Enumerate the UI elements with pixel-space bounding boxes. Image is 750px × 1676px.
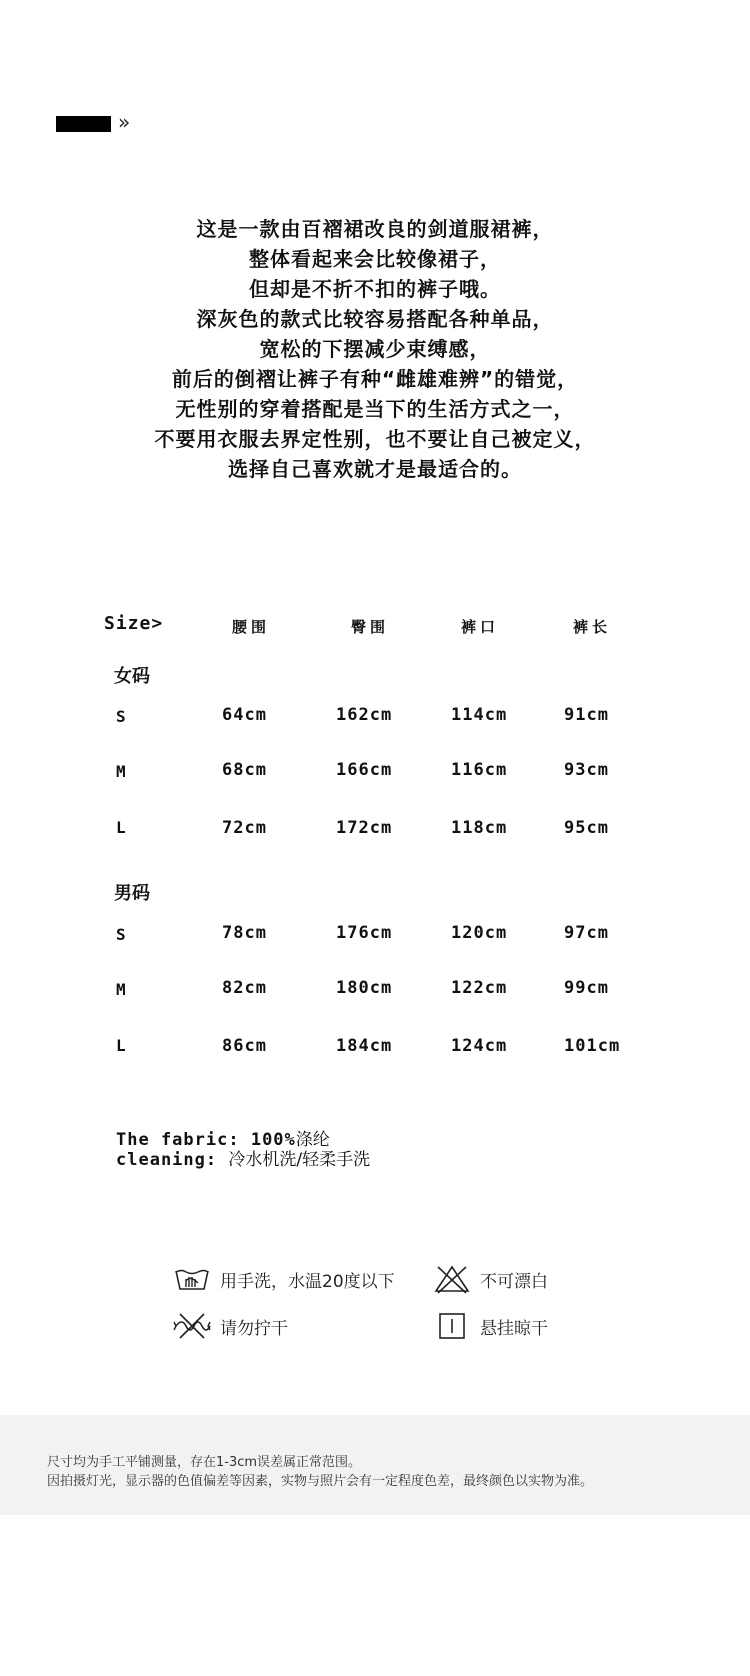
size-cell: 93cm — [564, 760, 609, 780]
size-cell: 118cm — [451, 818, 508, 838]
description-line: 不要用衣服去界定性别，也不要让自己被定义， — [154, 427, 596, 451]
fabric-info — [116, 1130, 370, 1170]
size-cell: 116cm — [451, 760, 508, 780]
size-cell: 91cm — [564, 705, 609, 725]
size-cell: 68cm — [222, 760, 267, 780]
row-size: M — [116, 762, 127, 781]
row-size: S — [116, 925, 127, 944]
size-cell: 180cm — [336, 978, 393, 998]
care-text: 请勿拧干 — [220, 1318, 288, 1339]
description-line: 前后的倒褶让裤子有种“雌雄难辨”的错觉， — [171, 367, 579, 391]
fabric-label: The fabric: — [116, 1130, 251, 1150]
row-size: S — [116, 707, 127, 726]
hand-wash-icon — [172, 1263, 212, 1295]
care-text: 悬挂晾干 — [480, 1318, 548, 1339]
size-label: Size> — [104, 613, 164, 634]
size-cell: 120cm — [451, 923, 508, 943]
size-cell: 114cm — [451, 705, 508, 725]
care-instruction — [432, 1310, 548, 1342]
size-cell: 176cm — [336, 923, 393, 943]
description-line: 这是一款由百褶裙改良的剑道服裙裤， — [196, 217, 554, 241]
size-cell: 184cm — [336, 1036, 393, 1056]
fabric-value: 涤纶 — [295, 1130, 330, 1150]
fabric-line — [116, 1130, 370, 1150]
description-line: 整体看起来会比较像裙子， — [249, 247, 501, 271]
size-cell: 122cm — [451, 978, 508, 998]
size-cell: 162cm — [336, 705, 393, 725]
care-text: 不可漂白 — [480, 1271, 548, 1292]
column-header-length: 裤长 — [573, 618, 612, 636]
hang-dry-icon — [432, 1310, 472, 1342]
care-instruction — [432, 1263, 548, 1295]
description-line: 选择自己喜欢就才是最适合的。 — [228, 457, 522, 481]
description-line: 无性别的穿着搭配是当下的生活方式之一， — [175, 397, 575, 421]
description-line: 宽松的下摆减少束缚感， — [259, 337, 491, 361]
footer-note — [0, 1415, 750, 1515]
size-cell: 86cm — [222, 1036, 267, 1056]
row-size: M — [116, 980, 127, 999]
no-bleach-icon — [432, 1263, 472, 1295]
size-cell: 172cm — [336, 818, 393, 838]
footer-line: 尺寸均为手工平铺测量，存在1-3cm误差属正常范围。 — [47, 1455, 362, 1470]
cleaning-value: 冷水机洗/轻柔手洗 — [228, 1150, 371, 1170]
size-cell: 64cm — [222, 705, 267, 725]
size-cell: 78cm — [222, 923, 267, 943]
footer-line: 因拍摄灯光，显示器的色值偏差等因素，实物与照片会有一定程度色差，最终颜色以实物为准。 — [47, 1474, 594, 1489]
size-cell: 72cm — [222, 818, 267, 838]
description-line: 深灰色的款式比较容易搭配各种单品， — [196, 307, 554, 331]
size-cell: 82cm — [222, 978, 267, 998]
size-cell: 124cm — [451, 1036, 508, 1056]
fabric-percent: 100% — [250, 1130, 296, 1150]
no-wring-icon — [172, 1310, 212, 1342]
size-cell: 166cm — [336, 760, 393, 780]
group-label-men: 男码 — [114, 883, 150, 904]
cleaning-label: cleaning: — [116, 1150, 229, 1170]
cleaning-line — [116, 1150, 370, 1170]
double-chevron-right-icon: » — [118, 110, 131, 134]
column-header-waist: 腰围 — [232, 618, 271, 636]
description-line: 但却是不折不扣的裤子哦。 — [249, 277, 501, 301]
group-label-women: 女码 — [114, 666, 150, 687]
row-size: L — [116, 1036, 127, 1055]
row-size: L — [116, 818, 127, 837]
size-cell: 101cm — [564, 1036, 621, 1056]
column-header-hem: 裤口 — [461, 618, 500, 636]
care-instruction — [172, 1310, 288, 1342]
column-header-hip: 臀围 — [351, 618, 390, 636]
care-text: 用手洗，水温20度以下 — [220, 1271, 395, 1292]
size-cell: 95cm — [564, 818, 609, 838]
care-instruction — [172, 1263, 395, 1295]
size-cell: 99cm — [564, 978, 609, 998]
size-cell: 97cm — [564, 923, 609, 943]
